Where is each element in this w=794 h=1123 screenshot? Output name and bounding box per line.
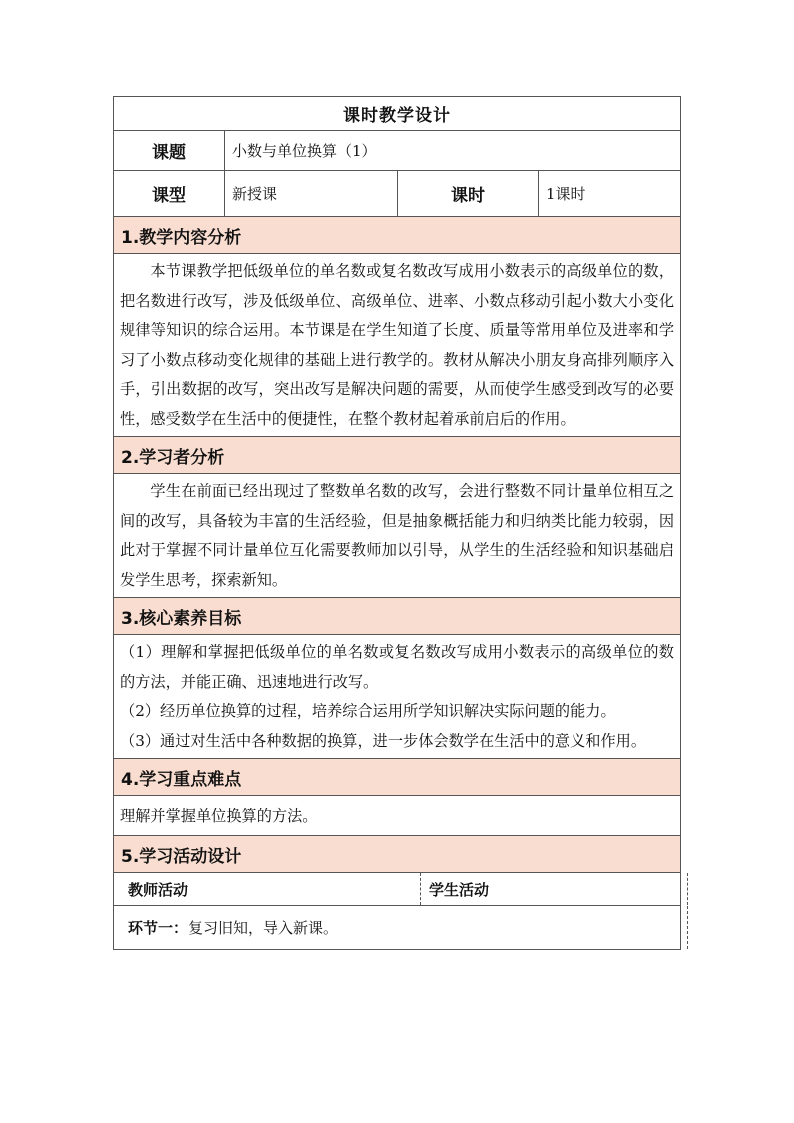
- topic-value: 小数与单位换算（1）: [232, 142, 377, 160]
- stage-one-text: 复习旧知，导入新课。: [188, 919, 339, 937]
- student-activity-header: 学生活动: [429, 880, 490, 899]
- type-label: 课型: [114, 171, 225, 216]
- learner-analysis-text: 学生在前面已经出现过了整数单名数的改写，会进行整数不同计量单位相互之间的改写，具备较为丰富的生活经验，但是抽象概括能力和归纳类比能力较弱，因此对于掌握不同计量单位互化需要教师加以引导，从学生的生活经验和知识基础启发学生思考，探索新知。: [120, 482, 674, 589]
- key-points-text: 理解并掌握单位换算的方法。: [114, 796, 680, 836]
- content-analysis-text: 本节课教学把低级单位的单名数或复名数改写成用小数表示的高级单位的数，把名数进行改写，涉及低级单位、高级单位、进率、小数点移动引起小数大小变化规律等知识的综合运用。本节课是在学生知道了长度、质量等常用单位及进率和学习了小数点移动变化规律的基础上进行教学的。教材从解决小朋友身高排列顺序入手，引出数据的改写，突出改写是解决问题的需要，从而使学生感受到改写的必要性，感受数学在生活中的便捷性，在整个教材起着承前启后的作用。: [120, 262, 674, 428]
- goal-item: （3）通过对生活中各种数据的换算，进一步体会数学在生活中的意义和作用。: [120, 731, 647, 750]
- topic-label: 课题: [114, 131, 225, 170]
- topic-row: [114, 131, 680, 171]
- section-content-analysis-body: [114, 254, 680, 437]
- section-learner-analysis-title: 2.学习者分析: [114, 437, 680, 474]
- hours-label: 课时: [398, 171, 539, 216]
- dashed-border: [687, 873, 688, 905]
- goal-item: （2）经历单位换算的过程，培养综合运用所学知识解决实际问题的能力。: [120, 702, 616, 720]
- lesson-design-table: [113, 96, 681, 950]
- dashed-border: [687, 906, 688, 949]
- table-title: 课时教学设计: [343, 106, 451, 126]
- section-activity-design-title: 5.学习活动设计: [114, 836, 680, 873]
- activity-header-row: [114, 873, 680, 906]
- hours-value: 1课时: [546, 185, 586, 203]
- type-value: 新授课: [225, 171, 398, 216]
- table-title-row: [114, 97, 680, 131]
- section-key-points-title: 4.学习重点难点: [114, 759, 680, 796]
- stage-one-label: 环节一：: [128, 919, 189, 937]
- section-goals-body: [114, 635, 680, 759]
- type-row: [114, 171, 680, 217]
- section-learner-analysis-body: [114, 474, 680, 598]
- teacher-activity-header: 教师活动: [114, 873, 421, 905]
- goal-item: （1）理解和掌握把低级单位的单名数或复名数改写成用小数表示的高级单位的数的方法，并能正确、迅速地进行改写。: [120, 643, 674, 691]
- section-goals-title: 3.核心素养目标: [114, 598, 680, 635]
- section-content-analysis-title: 1.教学内容分析: [114, 217, 680, 254]
- stage-one-row: [114, 906, 680, 950]
